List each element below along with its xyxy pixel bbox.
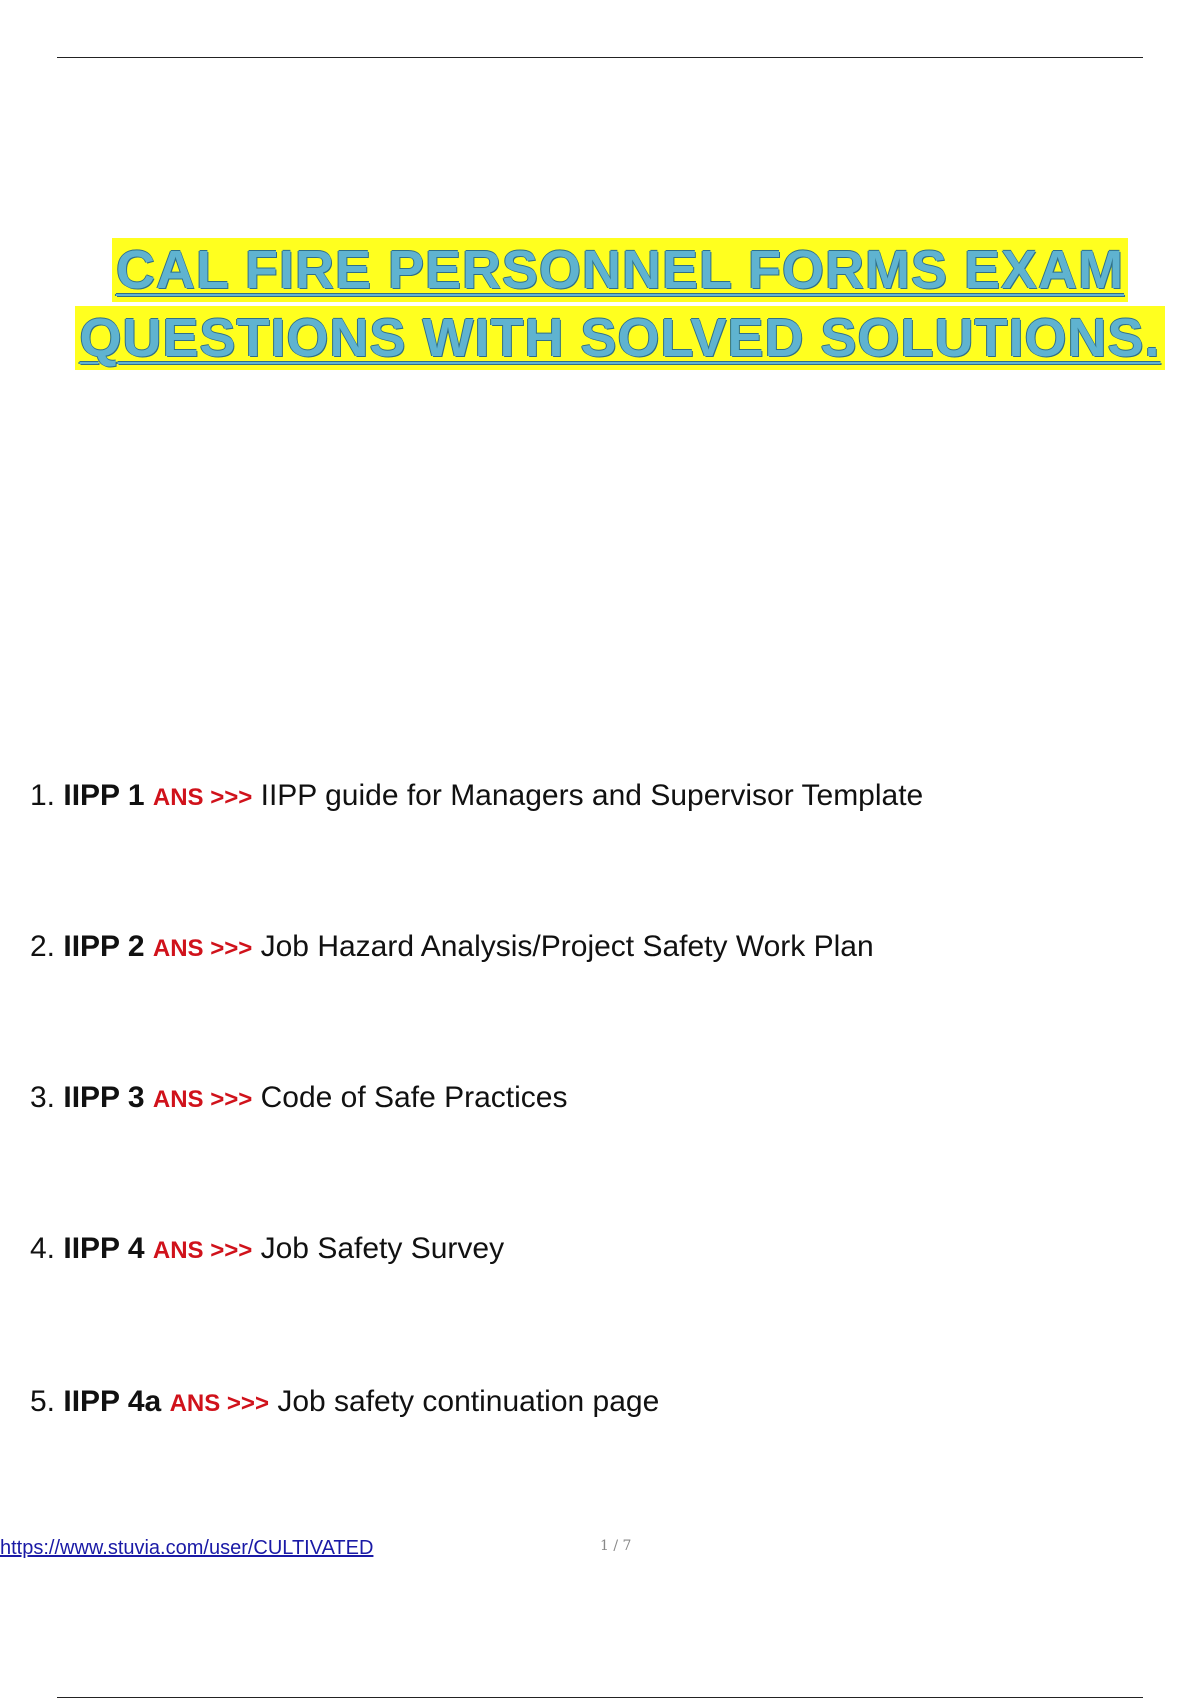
item-definition: IIPP guide for Managers and Supervisor Template <box>260 779 924 812</box>
answer-label: ANS >>> <box>152 784 253 811</box>
page-indicator: 1 / 7 <box>600 1538 632 1554</box>
document-title <box>60 238 1180 370</box>
list-item <box>30 1231 504 1269</box>
top-divider <box>57 57 1143 58</box>
list-item <box>30 1384 659 1422</box>
bottom-divider <box>57 1697 1143 1698</box>
list-item <box>30 778 923 816</box>
item-term: IIPP 1 <box>63 779 145 812</box>
answer-label: ANS >>> <box>152 1086 253 1113</box>
title-line-2: QUESTIONS WITH SOLVED SOLUTIONS. <box>75 306 1164 370</box>
title-line-1: CAL FIRE PERSONNEL FORMS EXAM <box>112 238 1128 302</box>
item-definition: Code of Safe Practices <box>260 1081 568 1114</box>
item-number: 5. <box>30 1385 56 1418</box>
item-number: 3. <box>30 1081 56 1114</box>
item-definition: Job Hazard Analysis/Project Safety Work Plan <box>260 930 874 963</box>
item-number: 2. <box>30 930 56 963</box>
answer-label: ANS >>> <box>169 1390 269 1417</box>
item-term: IIPP 3 <box>63 1081 145 1114</box>
list-item <box>30 1080 567 1118</box>
item-term: IIPP 2 <box>63 930 145 963</box>
answer-label: ANS >>> <box>152 1237 253 1264</box>
list-item <box>30 929 874 967</box>
item-term: IIPP 4a <box>63 1385 162 1418</box>
answer-label: ANS >>> <box>152 935 253 962</box>
item-definition: Job safety continuation page <box>277 1385 660 1418</box>
item-number: 1. <box>30 779 56 812</box>
item-definition: Job Safety Survey <box>260 1232 505 1265</box>
item-number: 4. <box>30 1232 56 1265</box>
stuvia-profile-link[interactable]: https://www.stuvia.com/user/CULTIVATED <box>0 1537 374 1559</box>
item-term: IIPP 4 <box>63 1232 145 1265</box>
